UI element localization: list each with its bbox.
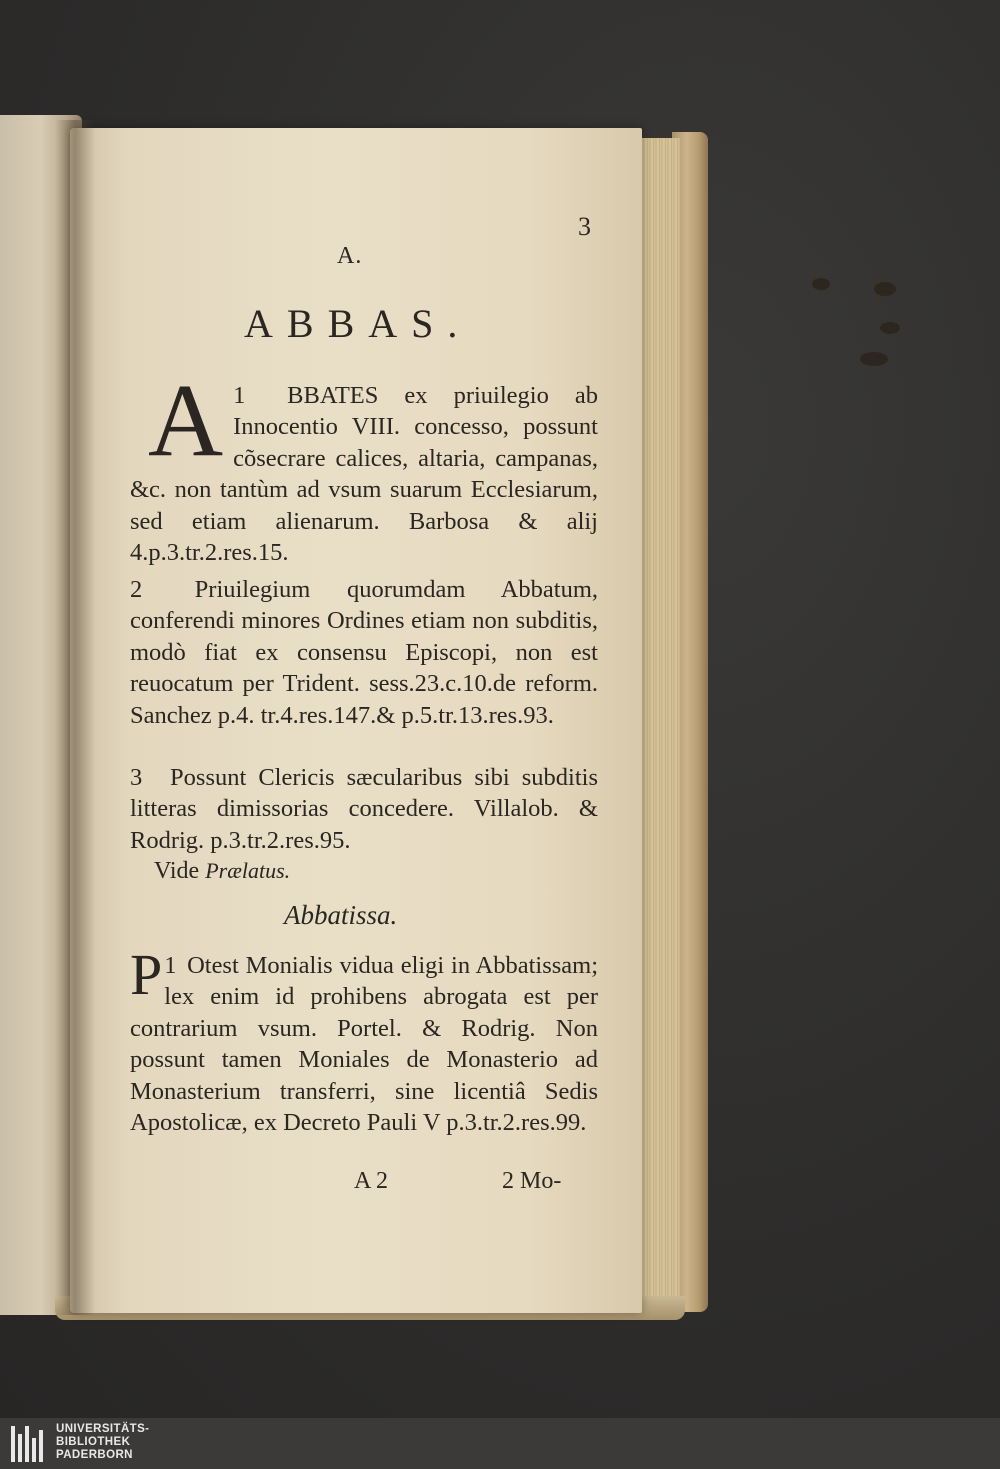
page-number: 3	[578, 212, 591, 241]
library-logo-icon	[9, 1424, 49, 1464]
library-name-line: UNIVERSITÄTS-	[56, 1423, 150, 1435]
background-smudge	[880, 322, 900, 334]
paragraph-number: 1	[233, 382, 246, 409]
background-smudge	[874, 282, 896, 296]
page-block-edge	[636, 138, 680, 1313]
signature-mark: A 2	[354, 1168, 389, 1194]
library-name-line: PADERBORN	[56, 1449, 133, 1461]
paragraph-2	[130, 574, 598, 731]
section-letter: A.	[337, 243, 363, 269]
library-footer-bar	[0, 1418, 1000, 1469]
cross-reference	[154, 858, 290, 885]
catchword: 2 Mo-	[502, 1168, 562, 1194]
paragraph-1	[130, 363, 598, 568]
subheading: Abbatissa.	[284, 900, 398, 930]
paragraph-4	[130, 942, 599, 1138]
page-heading: ABBAS.	[244, 301, 472, 346]
paragraph-text: BBATES ex priuilegio ab Innocentio VIII. concesso, possunt cõsecrare calices, altaria, campanas, &c. non tantùm ad vsum suarum Ecclesiarum, sed etiam alienarum. Barbosa & alij 4.p.3.tr.2.res.15.	[130, 382, 598, 567]
paragraph-text: Priuilegium quorumdam Abbatum, conferendi minores Ordines etiam non subditis, modò fiat ex consensu Episcopi, non est reuocatum per Trident. sess.23.c.10.de reform. Sanchez p.4. tr.4.res.147.& p.5.tr.13.res.93.	[130, 576, 599, 729]
drop-cap: A	[148, 363, 224, 478]
book-gutter	[55, 120, 95, 1315]
cross-reference-target: Prælatus.	[205, 858, 291, 883]
paragraph-text: Possunt Clericis sæcularibus sibi subditis litteras dimissorias concedere. Villalob. & Rodrig. p.3.tr.2.res.95.	[130, 764, 598, 854]
paragraph-number: 2	[130, 576, 143, 603]
background-smudge	[860, 352, 888, 366]
paragraph-3	[130, 762, 598, 856]
library-name-line: BIBLIOTHEK	[56, 1436, 131, 1448]
cross-reference-prefix: Vide	[154, 858, 200, 884]
library-name	[56, 1423, 149, 1462]
paragraph-text: Otest Monialis vidua eligi in Abbatissam; lex enim id prohibens abrogata est per contrarium vsum. Portel. & Rodrig. Non possunt tamen Moniales de Monasterio ad Monasterium transferri, sine licentiâ Sedis Apostolicæ, ex Decreto Pauli V p.3.tr.2.res.99.	[130, 952, 599, 1137]
paragraph-number: 3	[130, 764, 143, 791]
paragraph-number: 1	[164, 952, 177, 979]
background-smudge	[812, 278, 830, 290]
drop-cap: P	[130, 942, 163, 1007]
